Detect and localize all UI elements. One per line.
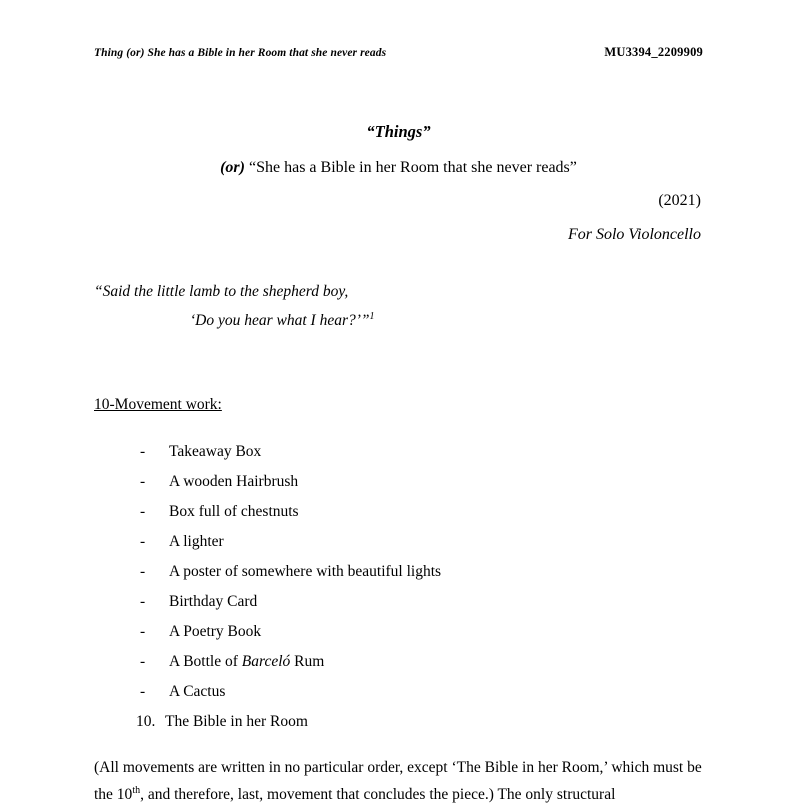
paragraph-part-2: , and therefore, last, movement that concludes the piece.) The only structural <box>140 786 616 803</box>
paragraph-part-1: (All movements are written in no particular order, except ‘The Bible in her Room,’ which must be the 10 <box>94 759 702 803</box>
list-marker: - <box>140 652 146 670</box>
list-marker: - <box>140 502 146 520</box>
list-item-label: A wooden Hairbrush <box>169 472 299 490</box>
list-item-label: Birthday Card <box>169 592 258 610</box>
label-emphasis: Barceló <box>241 652 291 670</box>
epigraph-line-2-text: ‘Do you hear what I hear?’” <box>190 312 370 330</box>
list-item <box>140 684 703 700</box>
epigraph-line-2 <box>94 312 703 329</box>
list-item-label: A Cactus <box>169 682 226 700</box>
running-header <box>94 45 703 60</box>
list-item-label <box>169 654 324 670</box>
footnote-marker-1: 1 <box>369 311 375 323</box>
list-item <box>140 534 703 550</box>
subtitle-text: “She has a Bible in her Room that she never reads” <box>244 159 577 176</box>
list-marker: - <box>140 592 146 610</box>
list-item <box>140 504 703 520</box>
label-post: Rum <box>290 652 325 670</box>
label-pre: A Bottle of <box>169 652 242 670</box>
list-item-label: A poster of somewhere with beautiful lights <box>169 562 442 580</box>
list-marker: 10. <box>136 712 156 730</box>
list-item <box>140 594 703 610</box>
instrumentation-line: For Solo Violoncello <box>567 226 701 243</box>
document-body <box>94 110 703 809</box>
list-marker: - <box>140 532 146 550</box>
list-item-label: Box full of chestnuts <box>169 502 299 520</box>
list-item-label: Takeaway Box <box>169 442 262 460</box>
ordinal-superscript: th <box>132 784 141 796</box>
header-id-right: MU3394_2209909 <box>604 45 703 59</box>
list-item-label: A lighter <box>169 532 224 550</box>
header-title-left: Thing (or) She has a Bible in her Room that she never reads <box>94 47 387 59</box>
list-item <box>140 624 703 640</box>
list-marker: - <box>140 682 146 700</box>
list-item <box>136 712 703 730</box>
list-item <box>140 564 703 580</box>
subtitle-or: (or) <box>220 159 245 176</box>
list-item-label: A Poetry Book <box>169 622 262 640</box>
movement-list <box>94 444 703 730</box>
list-marker: - <box>140 472 146 490</box>
section-heading: 10-Movement work: <box>94 395 222 413</box>
epigraph-block <box>94 284 703 330</box>
list-item <box>140 654 703 670</box>
composition-year: (2021) <box>658 192 701 209</box>
page-subtitle <box>94 159 703 177</box>
epigraph-line-1: “Said the little lamb to the shepherd boy, <box>94 283 349 300</box>
page-title: “Things” <box>366 122 431 141</box>
body-paragraph <box>94 755 703 808</box>
list-marker: - <box>140 562 146 580</box>
list-item-label: The Bible in her Room <box>165 712 308 730</box>
list-marker: - <box>140 442 146 460</box>
list-item <box>140 444 703 460</box>
list-marker: - <box>140 622 146 640</box>
list-item <box>140 474 703 490</box>
